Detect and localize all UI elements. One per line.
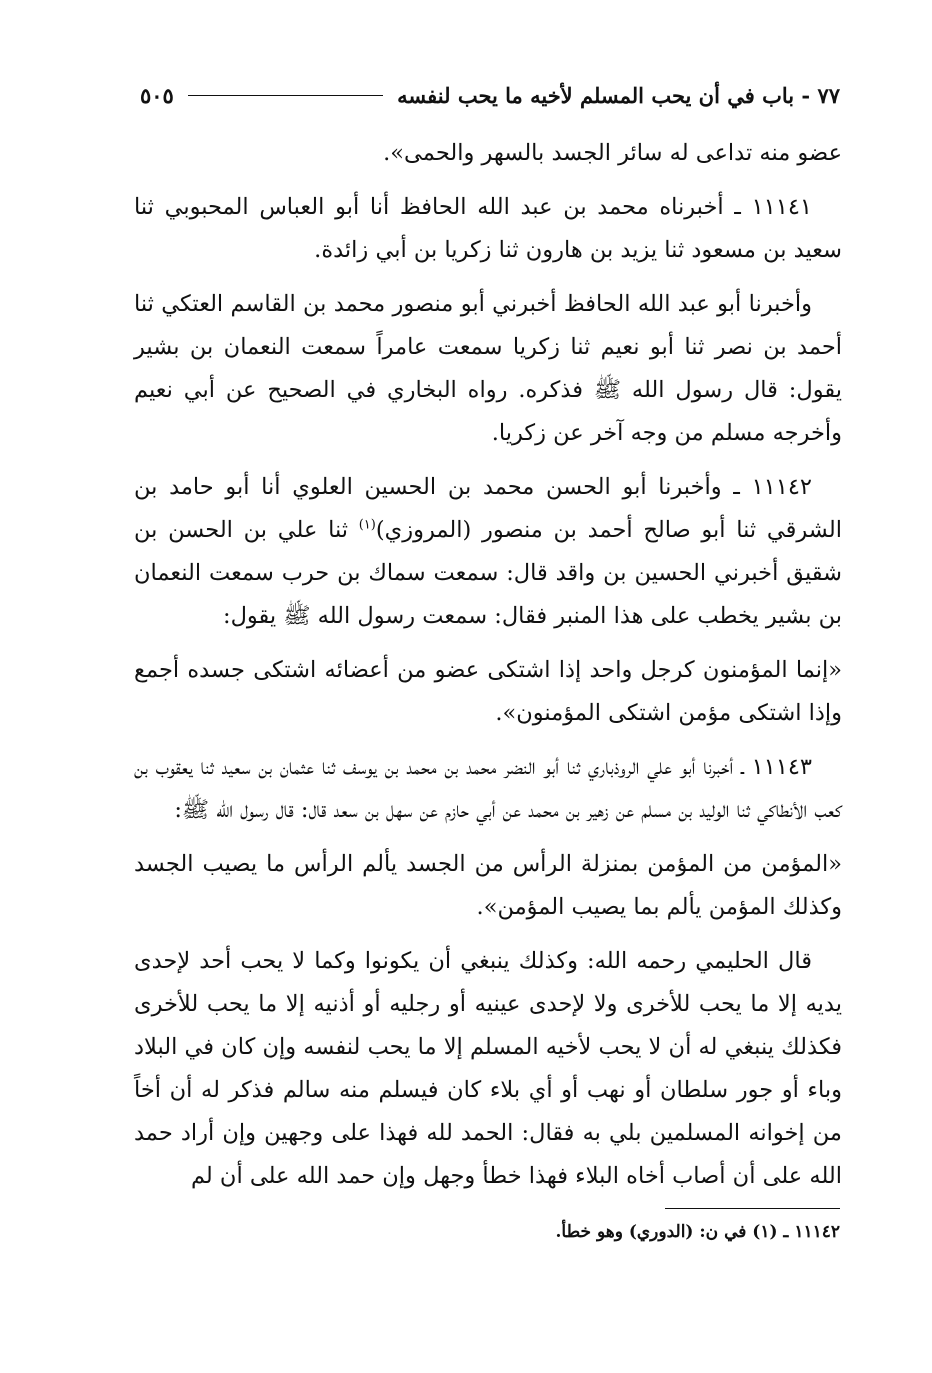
paragraph-isnad-bukhari: وأخبرنا أبو عبد الله الحافظ أخبرني أبو منصور محمد بن القاسم العتكي ثنا أحمد بن نصر ثنا أبو نعيم ثنا زكريا سمعت عامراً سمعت النعمان بن بشير يقول: قال رسول الله ﷺ فذكره. رواه البخاري في الصحيح عن أبي نعيم وأخرجه مسلم من وجه آخر عن زكريا. [134, 291, 842, 446]
paragraph-hadith-11142-part1: ١١١٤٢ ـ وأخبرنا أبو الحسن محمد بن الحسين العلوي أنا أبو حامد بن الشرقي ثنا أبو صالح أحمد بن منصور (المروزي) [134, 474, 842, 543]
footnote-rule [665, 1208, 840, 1209]
header-rule [188, 95, 383, 96]
paragraph-halimi: قال الحليمي رحمه الله: وكذلك ينبغي أن يكونوا وكما لا يحب أحد لإحدى يديه إلا ما يحب للأخرى ولا لإحدى عينيه أو رجليه أو أذنيه إلا ما يحب للأخرى فكذلك ينبغي له أن لا يحب لأخيه المسلم إلا ما يحب لنفسه وإن كان في البلاد وباء أو جور سلطان أو نهب أو أي بلاء كان فيسلم منه سالم فذكر له أن أخاً من إخوانه المسلمين بلي به فقال: الحمد لله فهذا على وجهين وإن أراد حمد الله على أن أصاب أخاه البلاء فهذا خطأ وجهل وإن حمد الله على أن لم [134, 948, 842, 1189]
paragraph-hadith-11141: ١١١٤١ ـ أخبرناه محمد بن عبد الله الحافظ أنا أبو العباس المحبوبي ثنا سعيد بن مسعود ثنا يزيد بن هارون ثنا زكريا بن أبي زائدة. [134, 194, 842, 263]
paragraph-1: عضو منه تداعى له سائر الجسد بالسهر والحمى». [383, 140, 842, 166]
page-number: ٥٠٥ [140, 82, 174, 108]
main-text [134, 132, 842, 1209]
paragraph-hadith-11142-part2: ثنا علي بن الحسن بن شقيق أخبرني الحسين بن واقد قال: سمعت سماك بن حرب سمعت النعمان بن بشير يخطب على هذا المنبر فقال: سمعت رسول الله ﷺ يقول: [134, 517, 842, 629]
running-header [140, 78, 840, 112]
paragraph-matn-1: «إنما المؤمنون كرجل واحد إذا اشتكى عضو من أعضائه اشتكى جسده أجمع وإذا اشتكى مؤمن اشتكى المؤمنون». [134, 657, 842, 726]
paragraph-matn-2: «المؤمن من المؤمن بمنزلة الرأس من الجسد يألم الرأس ما يصيب الجسد وكذلك المؤمن يألم بما يصيب المؤمن». [134, 851, 842, 920]
footnote-marker: (١) [358, 517, 376, 533]
chapter-title: ٧٧ - باب في أن يحب المسلم لأخيه ما يحب لنفسه [397, 82, 840, 108]
paragraph-hadith-11142 [134, 466, 842, 638]
footnote: ١١١٤٢ ـ (١) في ن: (الدوري) وهو خطأ. [555, 1222, 840, 1242]
paragraph-hadith-11143: ١١١٤٣ ـ أخبرنا أبو علي الروذباري ثنا أبو النضر محمد بن محمد بن يوسف ثنا عثمان بن سعيد ثنا يعقوب بن كعب الأنطاكي ثنا الوليد بن مسلم عن زهير بن محمد عن أبي حازم عن سهل بن سعد قال: قال رسول الله ﷺ: [134, 754, 842, 823]
